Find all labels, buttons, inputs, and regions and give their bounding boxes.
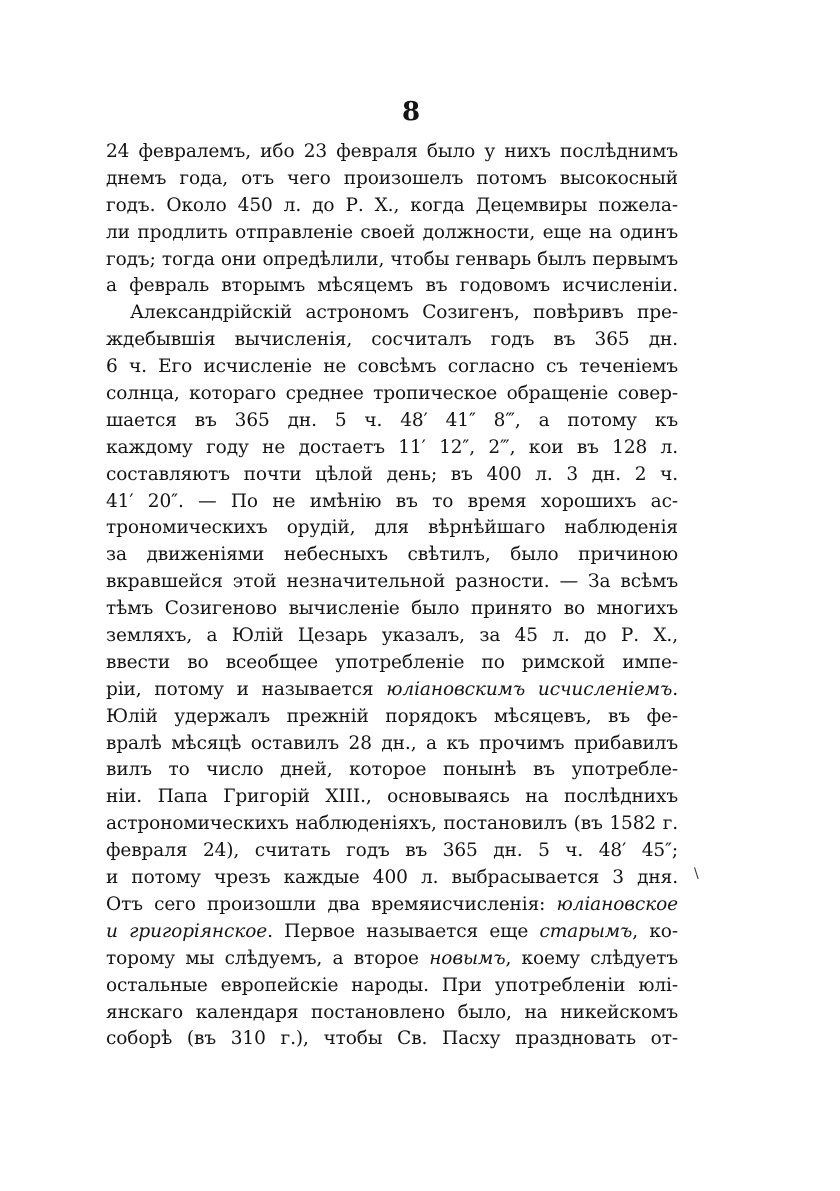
text-line — [106, 220, 678, 247]
text-run: . — [672, 678, 678, 700]
text-run: Александрійскій астрономъ Созигенъ, повѣривъ пре- — [130, 302, 678, 324]
text-run: февраля 24), считать годъ въ 365 дн. 5 ч. 48′ 45″; — [106, 840, 678, 862]
text-line — [106, 704, 678, 731]
text-run: Юлій удержалъ прежній порядокъ мѣсяцевъ, въ фе- — [106, 705, 678, 727]
text-run: остальные европейскіе народы. При употребленіи юлі- — [106, 974, 678, 996]
text-line — [106, 193, 678, 220]
italic-phrase: юліановскимъ исчисленіемъ — [386, 678, 673, 700]
text-line — [106, 1000, 678, 1027]
text-run: 6 ч. Его исчисленіе не совсѣмъ согласно съ теченіемъ — [106, 356, 678, 378]
text-line — [106, 919, 678, 946]
text-run: а февраль вторымъ мѣсяцемъ въ годовомъ исчисленіи. — [106, 275, 678, 297]
text-line — [106, 435, 678, 462]
text-line — [106, 946, 678, 973]
text-line — [106, 650, 678, 677]
text-run: вралѣ мѣсяцѣ оставилъ 28 дн., а къ прочимъ прибавилъ — [106, 732, 678, 754]
text-run: 24 февралемъ, ибо 23 февраля было у нихъ послѣднимъ — [106, 141, 678, 162]
text-line — [106, 381, 678, 408]
text-line — [106, 515, 678, 542]
text-run: ли продлить отправленіе своей должности, еще на одинъ — [106, 221, 678, 243]
text-run: вилъ то число дней, которое понынѣ въ употребле- — [106, 759, 678, 781]
text-run: днемъ года, отъ чего произошелъ потомъ высокосный — [106, 167, 678, 189]
text-line — [106, 623, 678, 650]
text-run: 41′ 20″. — По не имѣнію въ то время хорошихъ ас- — [106, 490, 678, 512]
text-line — [106, 489, 678, 516]
margin-mark: \ — [694, 866, 699, 882]
page-number: 8 — [401, 97, 421, 127]
text-run: ніи. Папа Григорій XIII., основываясь на послѣднихъ — [106, 786, 678, 808]
text-run: вкравшейся этой незначительной разности. — За всѣмъ — [106, 571, 678, 593]
text-line — [106, 757, 678, 784]
text-line — [106, 784, 678, 811]
text-run: торому мы слѣдуемъ, а второе — [106, 947, 430, 969]
text-run: составляютъ почти цѣлой день; въ 400 л. 3 дн. 2 ч. — [106, 463, 678, 485]
italic-phrase: старымъ — [539, 920, 633, 942]
italic-phrase: юліановское — [556, 893, 678, 915]
text-run: , коему слѣдуетъ — [505, 947, 678, 969]
text-run: за движеніями небесныхъ свѣтилъ, было причиною — [106, 544, 678, 566]
text-line — [106, 327, 678, 354]
text-run: соборѣ (въ 310 г.), чтобы Св. Пасху праздновать от- — [106, 1028, 678, 1050]
text-run: и потому чрезъ каждые 400 л. выбрасывается 3 дня. — [106, 867, 678, 889]
text-run: тѣмъ Созигеново вычисленіе было принято во многихъ — [106, 598, 678, 620]
text-line — [106, 300, 678, 327]
text-run: янскаго календаря постановлено было, на никейскомъ — [106, 1001, 678, 1023]
text-run: , ко- — [632, 920, 678, 942]
text-run: . Первое называется еще — [267, 920, 540, 942]
text-line — [106, 408, 678, 435]
text-line — [106, 166, 678, 193]
text-line — [106, 569, 678, 596]
text-line — [106, 892, 678, 919]
text-line — [106, 1026, 678, 1053]
text-line — [106, 247, 678, 274]
text-line — [106, 865, 678, 892]
text-line — [106, 462, 678, 489]
text-run: ріи, потому и называется — [106, 678, 387, 700]
text-line — [106, 354, 678, 381]
text-run: солнца, котораго среднее тропическое обращеніе совер- — [106, 383, 678, 405]
text-line — [106, 139, 678, 166]
text-run: ввести во всеобщее употребленіе по римской импе- — [106, 651, 678, 673]
text-run: ждебывшія вычисленія, сосчиталъ годъ въ 365 дн. — [106, 329, 678, 351]
text-line — [106, 731, 678, 758]
body-text — [106, 139, 678, 1053]
italic-phrase: новымъ — [429, 947, 506, 969]
text-line — [106, 596, 678, 623]
italic-phrase: и григоріянское — [106, 920, 268, 942]
text-run: астрономическихъ наблюденіяхъ, постановилъ (въ 1582 г. — [106, 813, 678, 835]
text-line — [106, 677, 678, 704]
text-run: годъ; тогда они опредѣлили, чтобы генварь былъ первымъ — [106, 248, 678, 270]
text-line — [106, 838, 678, 865]
text-run: шается въ 365 дн. 5 ч. 48′ 41″ 8‴, а потому къ — [106, 409, 678, 431]
text-run: Отъ сего произошли два времяисчисленія: — [106, 893, 557, 915]
text-line — [106, 542, 678, 569]
text-line — [106, 973, 678, 1000]
text-line — [106, 811, 678, 838]
text-line — [106, 273, 678, 300]
text-run: годъ. Около 450 л. до Р. Х., когда Децемвиры пожела- — [106, 194, 678, 216]
text-run: земляхъ, а Юлій Цезарь указалъ, за 45 л. до Р. Х., — [106, 625, 678, 647]
text-run: каждому году не достаетъ 11′ 12″, 2‴, кои въ 128 л. — [106, 436, 678, 458]
text-run: трономическихъ орудій, для вѣрнѣйшаго наблюденія — [106, 517, 678, 539]
